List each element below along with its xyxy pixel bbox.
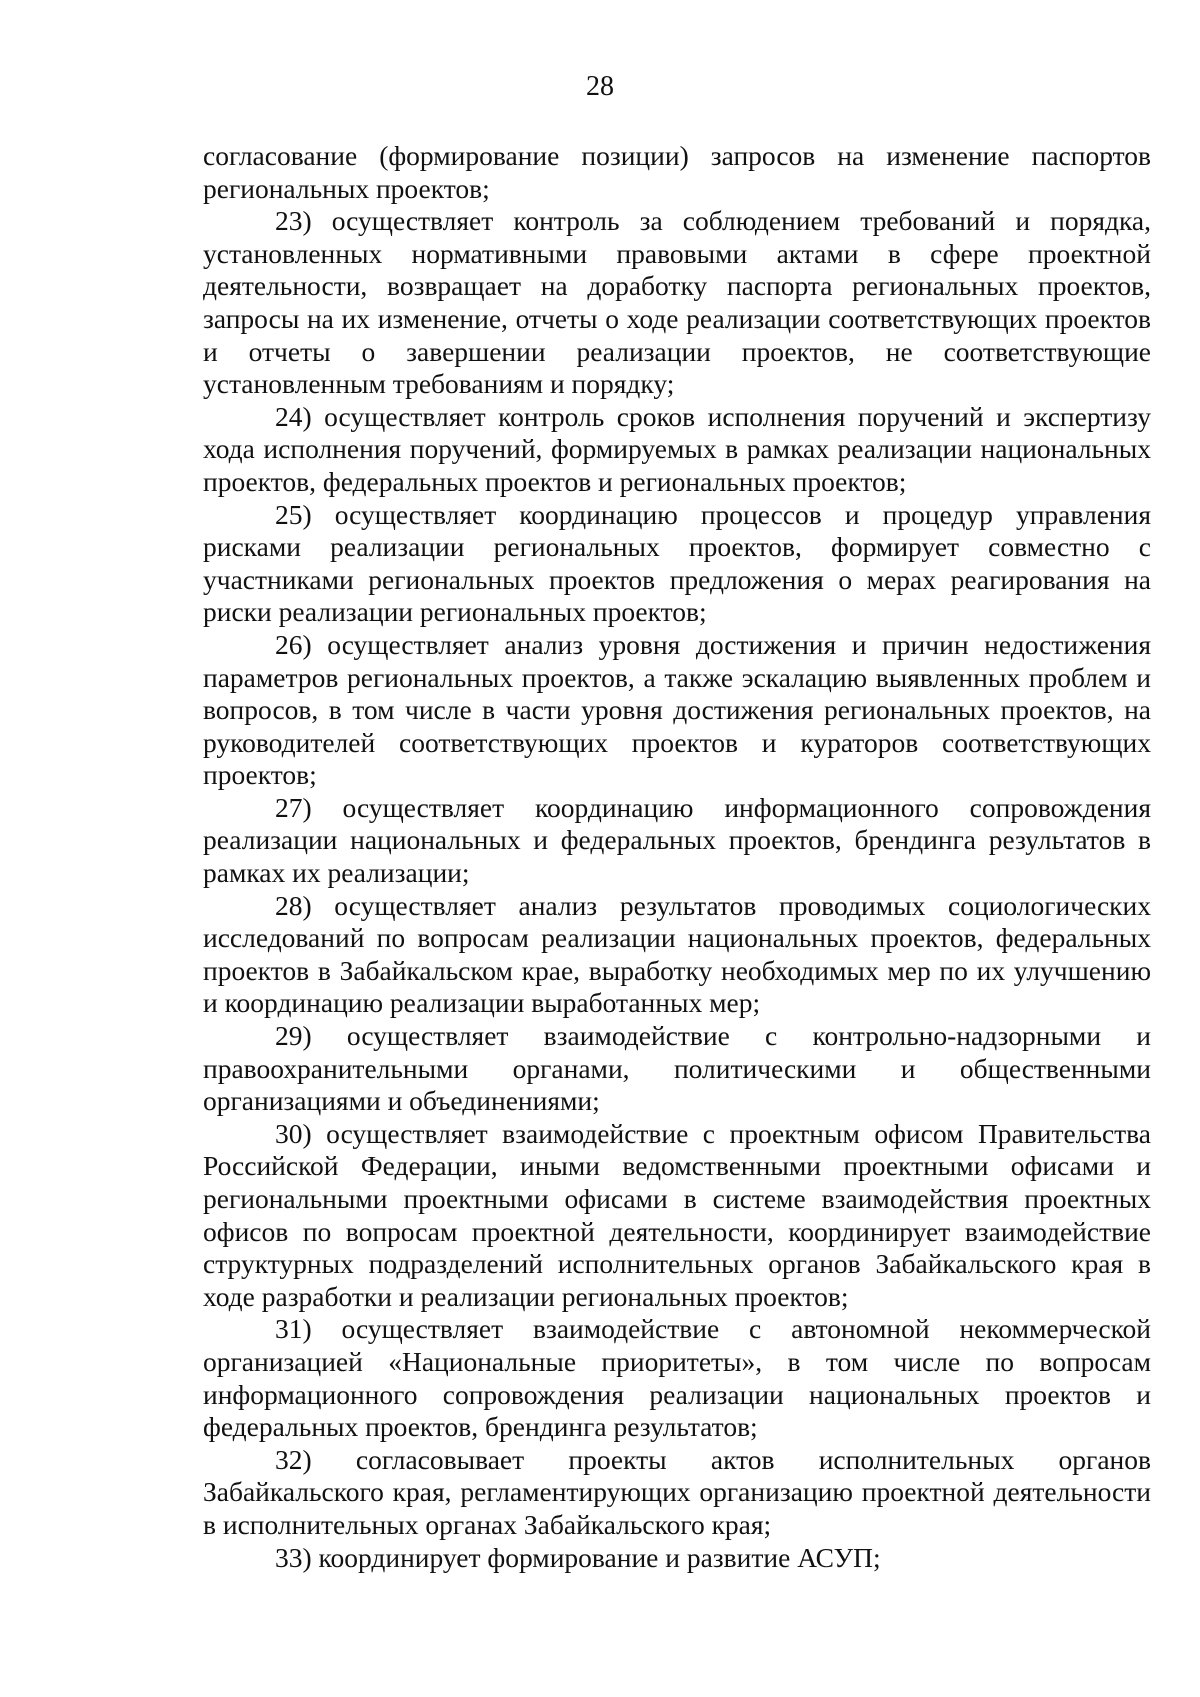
paragraph-continuation: согласование (формирование позиции) запросов на изменение паспортов региональных проектов;: [203, 140, 1151, 204]
paragraph-item-25: 25) осуществляет координацию процессов и процедур управления рисками реализации региональных проектов, формирует совместно с участниками региональных проектов предложения о мерах реагирования на риски реализации региональных проектов;: [203, 498, 1151, 628]
paragraph-item-28: 28) осуществляет анализ результатов проводимых социологических исследований по вопросам реализации национальных проектов, федеральных проектов в Забайкальском крае, выработку необходимых мер по их улучшению и координацию реализации выработанных мер;: [203, 889, 1151, 1019]
page-number: 28: [586, 71, 614, 102]
paragraph-item-29: 29) осуществляет взаимодействие с контрольно-надзорными и правоохранительными органами, политическими и общественными организациями и объединениями;: [203, 1020, 1151, 1117]
paragraph-item-23: 23) осуществляет контроль за соблюдением требований и порядка, установленных нормативными правовыми актами в сфере проектной деятельности, возвращает на доработку паспорта региональных проектов, запросы на их изменение, отчеты о ходе реализации соответствующих проектов и отчеты о завершении реализации проектов, не соответствующие установленным требованиям и порядку;: [203, 205, 1151, 400]
paragraph-item-26: 26) осуществляет анализ уровня достижения и причин недостижения параметров региональных проектов, а также эскалацию выявленных проблем и вопросов, в том числе в части уровня достижения региональных проектов, на руководителей соответствующих проектов и кураторов соответствующих проектов;: [203, 628, 1151, 791]
paragraph-item-33: 33) координирует формирование и развитие АСУП;: [275, 1541, 881, 1573]
paragraph-item-32: 32) согласовывает проекты актов исполнительных органов Забайкальского края, регламентирующих организацию проектной деятельности в исполнительных органах Забайкальского края;: [203, 1443, 1151, 1540]
paragraph-item-24: 24) осуществляет контроль сроков исполнения поручений и экспертизу хода исполнения поручений, формируемых в рамках реализации национальных проектов, федеральных проектов и региональных проектов;: [203, 400, 1151, 497]
paragraph-item-27: 27) осуществляет координацию информационного сопровождения реализации национальных и федеральных проектов, брендинга результатов в рамках их реализации;: [203, 791, 1151, 889]
document-body: [203, 140, 1151, 1574]
paragraph-item-30: 30) осуществляет взаимодействие с проектным офисом Правительства Российской Федерации, иными ведомственными проектными офисами и региональными проектными офисами в системе взаимодействия проектных офисов по вопросам проектной деятельности, координирует взаимодействие структурных подразделений исполнительных органов Забайкальского края в ходе разработки и реализации региональных проектов;: [203, 1117, 1151, 1312]
paragraph-item-31: 31) осуществляет взаимодействие с автономной некоммерческой организацией «Национальные приоритеты», в том числе по вопросам информационного сопровождения реализации национальных проектов и федеральных проектов, брендинга результатов;: [203, 1313, 1151, 1443]
